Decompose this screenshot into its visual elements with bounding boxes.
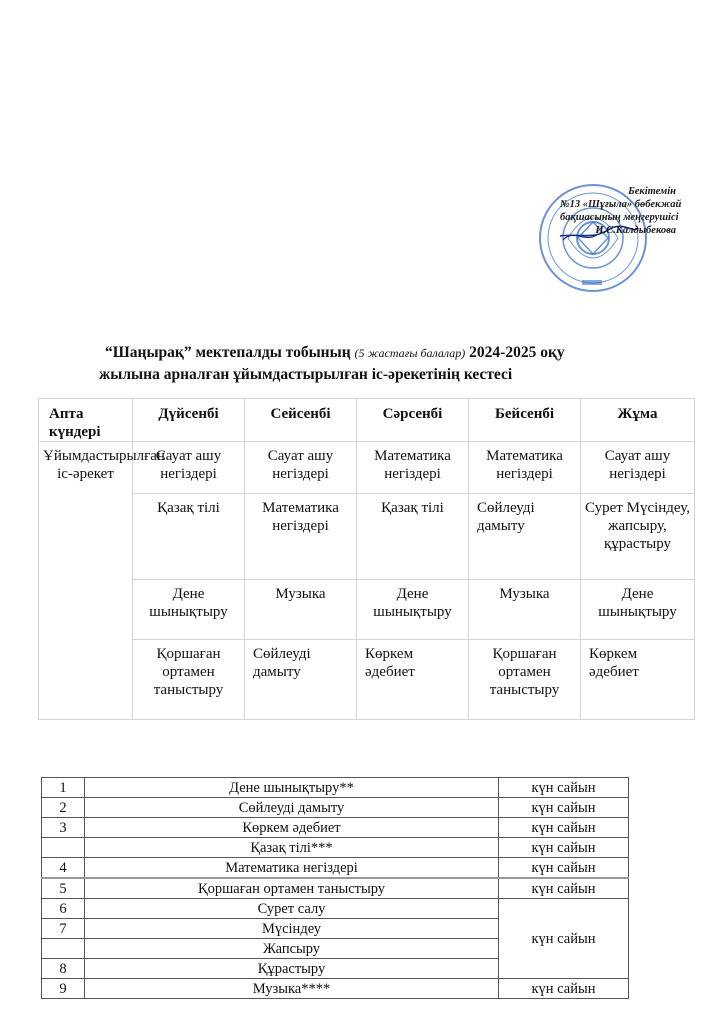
table-row bbox=[42, 838, 629, 858]
subject-name: Мүсіндеу bbox=[85, 919, 499, 939]
subject-frequency: күн сайын bbox=[499, 899, 629, 979]
schedule-cell: Музыка bbox=[245, 580, 357, 640]
row-number: 1 bbox=[42, 778, 85, 798]
subject-frequency: күн сайын bbox=[499, 798, 629, 818]
day-header: Дүйсенбі bbox=[133, 399, 245, 442]
table-row bbox=[42, 778, 629, 798]
schedule-cell: Математика негіздері bbox=[245, 494, 357, 580]
row-number bbox=[42, 838, 85, 858]
row-number: 8 bbox=[42, 959, 85, 979]
schedule-cell: Көркем әдебиет bbox=[357, 640, 469, 720]
row-number: 6 bbox=[42, 899, 85, 919]
table-row bbox=[42, 818, 629, 838]
row-number: 4 bbox=[42, 858, 85, 879]
table-row bbox=[39, 640, 695, 720]
title-age-note: (5 жастағы балалар) bbox=[354, 346, 466, 360]
row-number: 3 bbox=[42, 818, 85, 838]
row-number bbox=[42, 939, 85, 959]
table-row bbox=[42, 858, 629, 879]
title-year: 2024-2025 оқу bbox=[469, 344, 565, 361]
schedule-cell: Сөйлеуді дамыту bbox=[245, 640, 357, 720]
schedule-cell: Қоршаған ортамен таныстыру bbox=[133, 640, 245, 720]
subject-name: Қоршаған ортамен таныстыру bbox=[85, 878, 499, 899]
table-row bbox=[39, 494, 695, 580]
schedule-cell: Көркем әдебиет bbox=[581, 640, 695, 720]
document-title-line-2: жылына арналған ұйымдастырылған іс-әрекетінің кестесі bbox=[99, 366, 513, 383]
approval-line: Бекітемін bbox=[628, 186, 676, 197]
schedule-cell: Сауат ашу негіздері bbox=[581, 442, 695, 494]
schedule-cell: Дене шынықтыру bbox=[357, 580, 469, 640]
subject-name: Математика негіздері bbox=[85, 858, 499, 879]
table-row bbox=[42, 878, 629, 899]
weekly-schedule-table bbox=[38, 398, 695, 720]
subject-frequency: күн сайын bbox=[499, 979, 629, 999]
schedule-cell: Сурет Мүсіндеу, жапсыру, құрастыру bbox=[581, 494, 695, 580]
table-row bbox=[39, 580, 695, 640]
schedule-cell: Дене шынықтыру bbox=[133, 580, 245, 640]
table-row bbox=[42, 899, 629, 919]
subject-name: Сурет салу bbox=[85, 899, 499, 919]
schedule-cell: Сөйлеуді дамыту bbox=[469, 494, 581, 580]
row-number: 9 bbox=[42, 979, 85, 999]
day-header: Сейсенбі bbox=[245, 399, 357, 442]
row-number: 2 bbox=[42, 798, 85, 818]
subject-name: Дене шынықтыру** bbox=[85, 778, 499, 798]
row-number: 5 bbox=[42, 878, 85, 899]
approval-line: №13 «Шұғыла» бөбекжай bbox=[560, 199, 682, 210]
schedule-cell: Математика негіздері bbox=[469, 442, 581, 494]
subject-name: Көркем әдебиет bbox=[85, 818, 499, 838]
schedule-cell: Сауат ашу негіздері bbox=[133, 442, 245, 494]
subject-frequency-table bbox=[41, 777, 629, 999]
row-label: Ұйымдастырылған іс-әрекет bbox=[39, 442, 133, 720]
day-header: Жұма bbox=[581, 399, 695, 442]
approval-block bbox=[560, 185, 682, 237]
subject-frequency: күн сайын bbox=[499, 878, 629, 899]
subject-name: Музыка**** bbox=[85, 979, 499, 999]
day-header: Сәрсенбі bbox=[357, 399, 469, 442]
table-row bbox=[42, 798, 629, 818]
subject-name: Құрастыру bbox=[85, 959, 499, 979]
schedule-cell: Математика негіздері bbox=[357, 442, 469, 494]
subject-frequency: күн сайын bbox=[499, 818, 629, 838]
approval-line: И.С.Калдыбекова bbox=[595, 225, 676, 236]
schedule-cell: Дене шынықтыру bbox=[581, 580, 695, 640]
subject-name: Жапсыру bbox=[85, 939, 499, 959]
subject-frequency: күн сайын bbox=[499, 778, 629, 798]
schedule-cell: Музыка bbox=[469, 580, 581, 640]
table-header-row bbox=[39, 399, 695, 442]
row-number: 7 bbox=[42, 919, 85, 939]
title-group-name: “Шаңырақ” мектепалды тобының bbox=[105, 344, 351, 361]
table-row bbox=[39, 442, 695, 494]
subject-frequency: күн сайын bbox=[499, 838, 629, 858]
schedule-cell: Сауат ашу негіздері bbox=[245, 442, 357, 494]
day-header: Бейсенбі bbox=[469, 399, 581, 442]
document-title-line-1 bbox=[105, 344, 565, 362]
corner-header: Апта күндері bbox=[39, 399, 133, 442]
schedule-cell: Қазақ тілі bbox=[133, 494, 245, 580]
schedule-cell: Қазақ тілі bbox=[357, 494, 469, 580]
subject-frequency: күн сайын bbox=[499, 858, 629, 879]
schedule-cell: Қоршаған ортамен таныстыру bbox=[469, 640, 581, 720]
subject-name: Сөйлеуді дамыту bbox=[85, 798, 499, 818]
subject-name: Қазақ тілі*** bbox=[85, 838, 499, 858]
table-row bbox=[42, 979, 629, 999]
approval-line: бақшасының меңгерушісі bbox=[560, 212, 679, 223]
